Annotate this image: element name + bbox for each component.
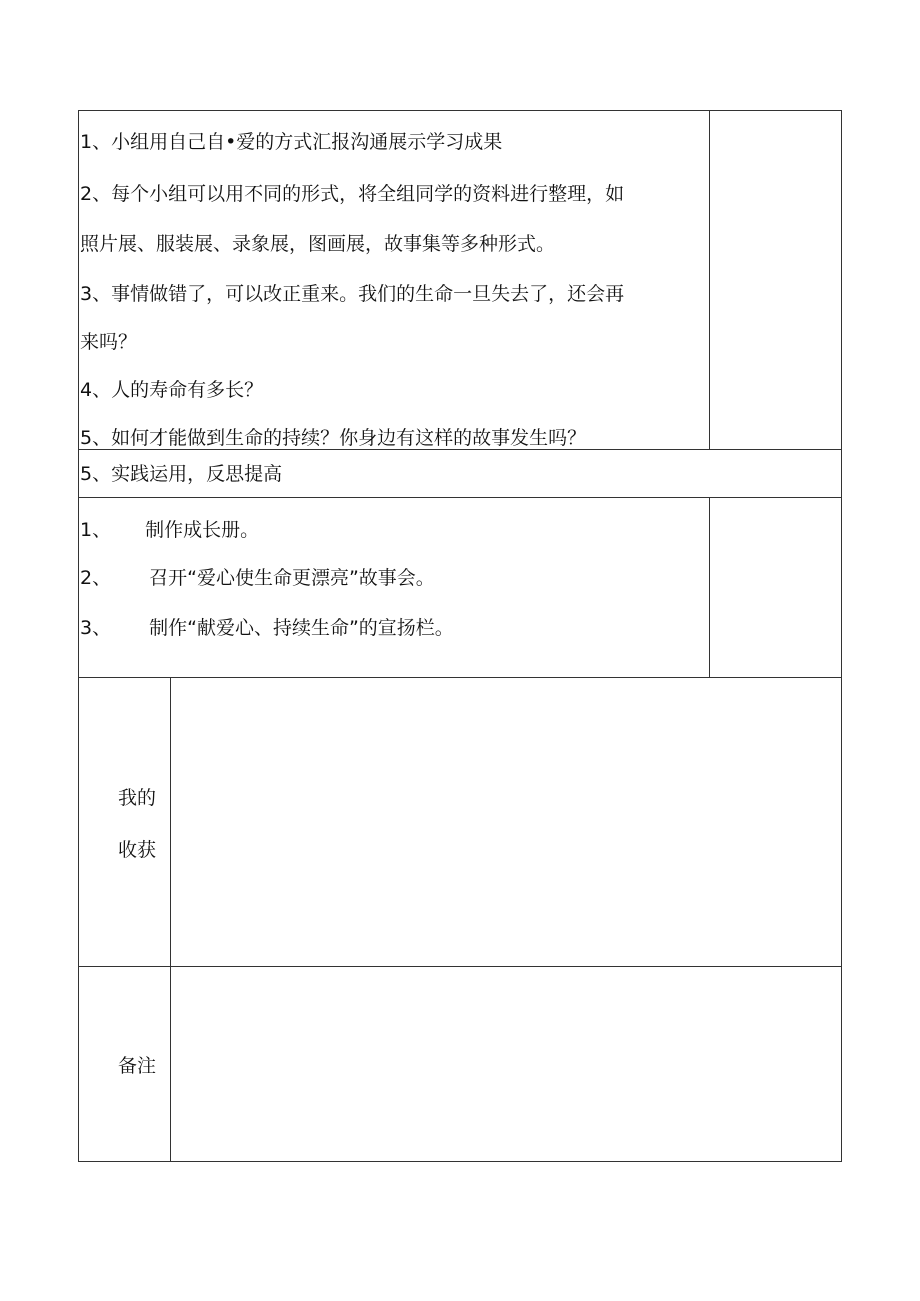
harvest-label-line2: 收获 — [118, 839, 157, 861]
section2-right-divider — [709, 497, 710, 678]
section2-item-1: 1、 制作成长册。 — [80, 519, 260, 541]
section2-item-3: 3、 制作“献爱心、持续生命”的宣扬栏。 — [80, 617, 454, 639]
section1-item-4: 4、人的寿命有多长？ — [80, 379, 264, 401]
section1-item-2: 2、每个小组可以用不同的形式，将全组同学的资料进行整理，如 — [80, 183, 625, 205]
harvest-label-line1: 我的 — [118, 787, 157, 809]
section-header-bottom-border — [78, 497, 842, 498]
table-right-border — [841, 110, 842, 1162]
section1-item-1: 1、小组用自己自•爱的方式汇报沟通展示学习成果 — [80, 131, 503, 153]
table-top-border — [78, 110, 842, 111]
table-bottom-border — [78, 1161, 842, 1162]
section2-item-2: 2、 召开“爱心使生命更漂亮”故事会。 — [80, 567, 435, 589]
section1-item-5: 5、如何才能做到生命的持续？你身边有这样的故事发生吗？ — [80, 427, 587, 449]
section1-item-3: 3、事情做错了，可以改正重来。我们的生命一旦失去了，还会再 — [80, 283, 625, 305]
section-header: 5、实践运用，反思提高 — [80, 463, 283, 485]
section1-item-2-cont: 照片展、服装展、录象展，图画展，故事集等多种形式。 — [80, 233, 556, 255]
table-left-border — [78, 110, 79, 1162]
section1-item-3-cont: 来吗？ — [80, 331, 138, 353]
section1-right-divider — [709, 110, 710, 450]
harvest-content-area[interactable] — [171, 678, 841, 966]
remarks-content-area[interactable] — [171, 967, 841, 1161]
remarks-label: 备注 — [118, 1055, 157, 1077]
